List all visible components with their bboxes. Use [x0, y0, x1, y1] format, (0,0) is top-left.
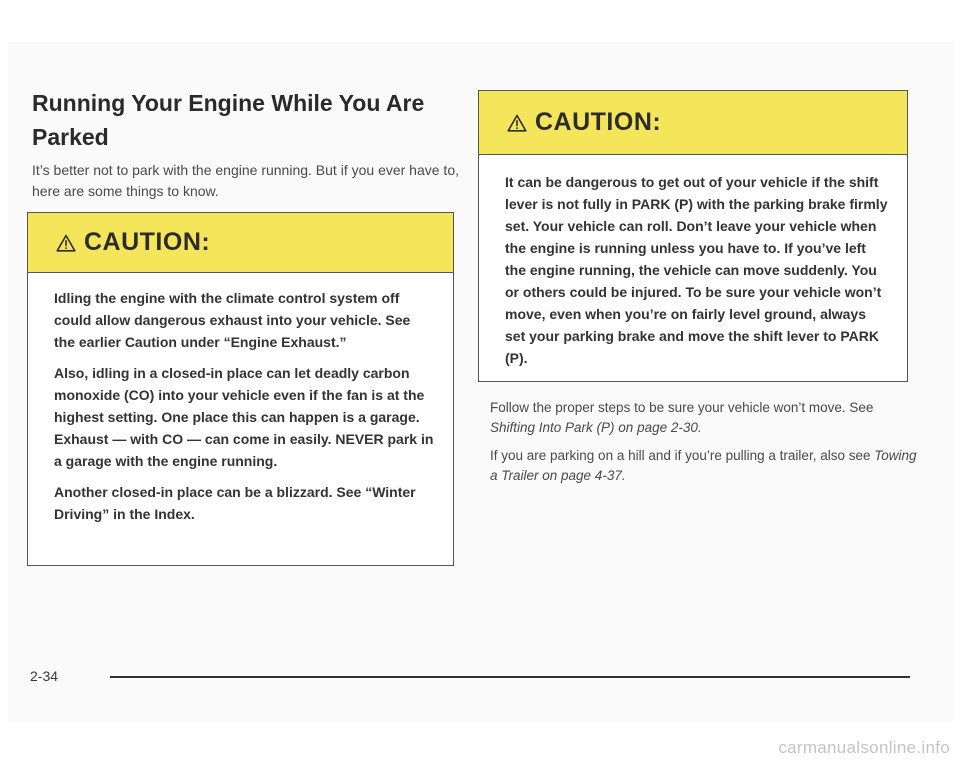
- caution-paragraph: It can be dangerous to get out of your vehicle if the shift lever is not fully in PARK (P) with the parking brake firmly set. Your vehicle can roll. Don’t leave your vehicle when the engine is running unless you have to. If you’ve left the engine running, the vehicle can move suddenly. You or others could be injured. To be sure your vehicle won’t move, even when you’re on fairly level ground, always set your parking brake and move the shift lever to PARK (P).: [505, 174, 888, 366]
- caution-paragraph: Also, idling in a closed-in place can let deadly carbon monoxide (CO) into your vehicle even if the fan is at the highest setting. One place this can happen is a garage. Exhaust — with CO — can come in easily. NEVER park in a garage with the engine running.: [54, 365, 434, 469]
- warning-triangle-icon: [507, 114, 527, 132]
- caution-title: CAUTION:: [535, 108, 662, 136]
- follow-section: [490, 398, 920, 494]
- caution-header: [28, 213, 453, 273]
- page-reference-link[interactable]: Towing a Trailer on page 4-37.: [490, 448, 917, 483]
- page-number: 2-34: [30, 668, 59, 684]
- follow-paragraph: [490, 446, 920, 486]
- caution-title: CAUTION:: [84, 228, 211, 256]
- section-heading: Running Your Engine While You Are Parked: [32, 90, 425, 150]
- caution-paragraph: Idling the engine with the climate control system off could allow dangerous exhaust into your vehicle. See the earlier Caution under “Engine Exhaust.”: [54, 290, 411, 350]
- follow-text: If you are parking on a hill and if you’re pulling a trailer, also see: [490, 448, 875, 463]
- watermark: carmanualsonline.info: [778, 738, 950, 757]
- caution-body: [479, 155, 907, 369]
- caution-header: [479, 91, 907, 155]
- follow-paragraph: [490, 398, 920, 438]
- caution-paragraph: Another closed-in place can be a blizzard. See “Winter Driving” in the Index.: [54, 484, 416, 522]
- footer-rule: [110, 676, 910, 678]
- follow-text: Follow the proper steps to be sure your vehicle won’t move. See: [490, 400, 874, 415]
- caution-body: [28, 273, 453, 525]
- page-reference-link[interactable]: Shifting Into Park (P) on page 2-30.: [490, 420, 702, 435]
- caution-box-shift-lever: [478, 90, 908, 382]
- caution-box-idling: [27, 212, 454, 566]
- intro-paragraph: It’s better not to park with the engine running. But if you ever have to, here are some things to know.: [32, 162, 459, 199]
- warning-triangle-icon: [56, 234, 76, 252]
